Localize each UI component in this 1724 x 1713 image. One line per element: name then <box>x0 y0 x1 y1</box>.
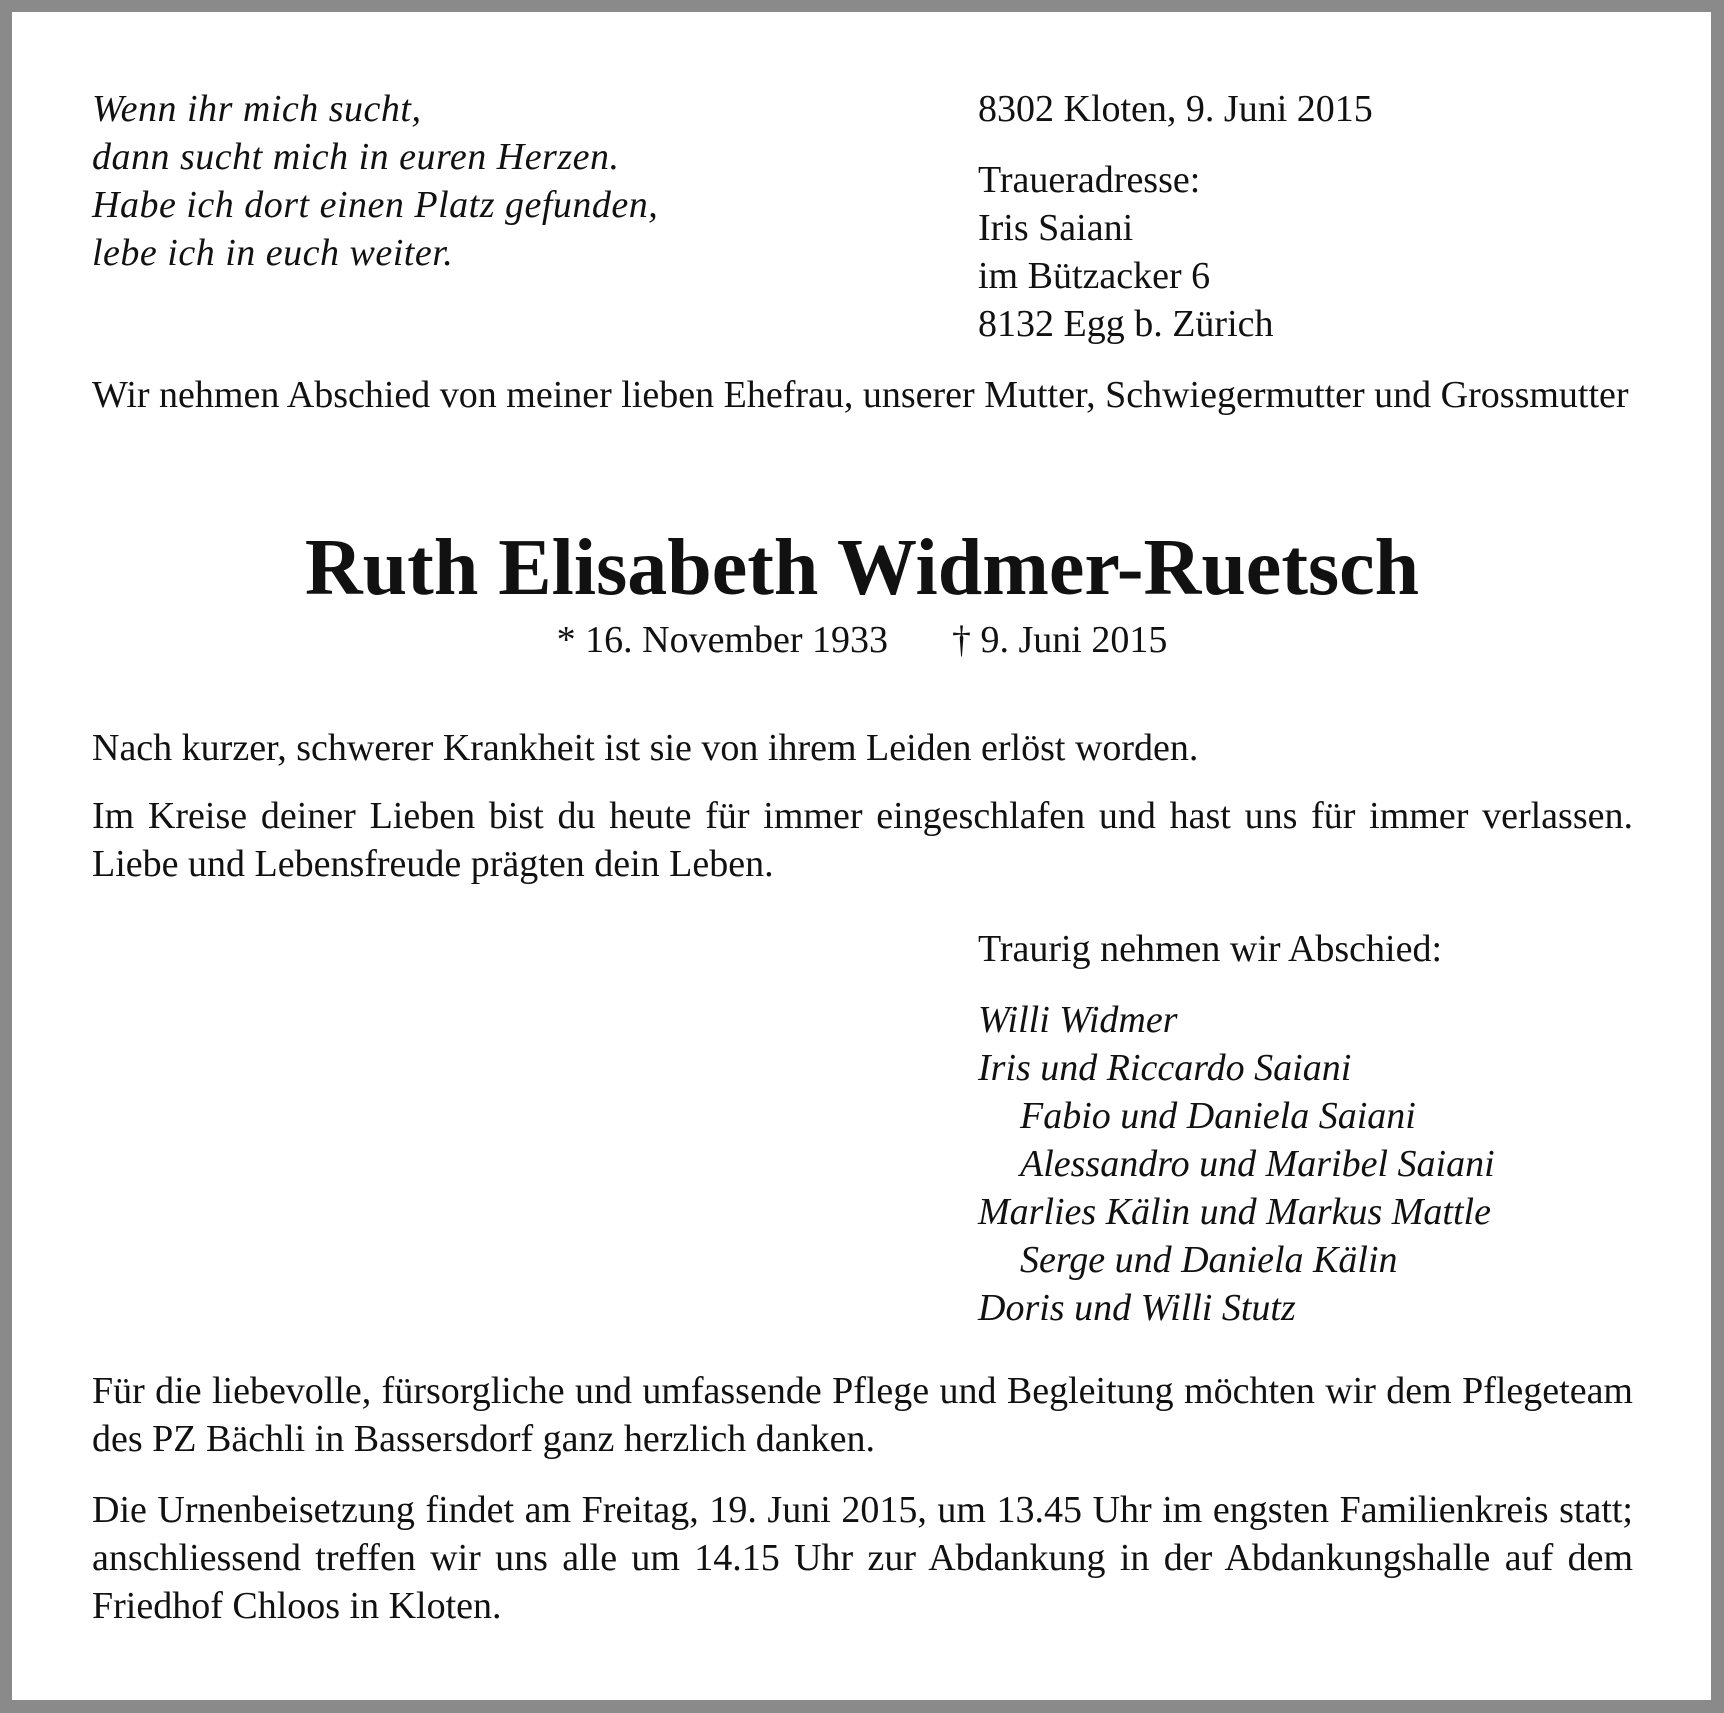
birth-date: * 16. November 1933 <box>556 619 889 661</box>
mourner-entry: Serge und Daniela Kälin <box>1020 1239 1398 1281</box>
address-street: im Bützacker 6 <box>978 255 1211 297</box>
mourner-entry: Doris und Willi Stutz <box>978 1287 1296 1329</box>
mourning-address <box>978 156 1274 348</box>
motto-line: Habe ich dort einen Platz gefunden, <box>92 184 659 226</box>
address-label: Traueradresse: <box>978 159 1201 201</box>
farewell-intro: Wir nehmen Abschied von meiner lieben Ehefrau, unserer Mutter, Schwiegermutter und Grossmutter <box>92 374 1629 416</box>
motto-line: lebe ich in euch weiter. <box>92 232 454 274</box>
passing-text: Im Kreise deiner Lieben bist du heute für immer eingeschlafen und hast uns für immer verlassen. Liebe und Lebensfreude prägten dein Leben. <box>92 795 1633 885</box>
address-city: 8132 Egg b. Zürich <box>978 303 1274 345</box>
mourner-entry: Willi Widmer <box>978 999 1178 1041</box>
motto-line: Wenn ihr mich sucht, <box>92 88 422 130</box>
mourner-entry: Iris und Riccardo Saiani <box>978 1047 1352 1089</box>
death-date: † 9. Juni 2015 <box>952 619 1168 661</box>
mourner-entry: Fabio und Daniela Saiani <box>1020 1095 1416 1137</box>
ceremony-text: Die Urnenbeisetzung findet am Freitag, 19. Juni 2015, um 13.45 Uhr im engsten Familienkreis statt; anschliessend treffen wir uns alle um 14.15 Uhr zur Abdankung in der Abdankungshalle auf dem Friedhof Chloos in Kloten. <box>92 1489 1633 1627</box>
mourners-heading: Traurig nehmen wir Abschied: <box>978 928 1443 970</box>
motto-line: dann sucht mich in euren Herzen. <box>92 136 620 178</box>
deceased-name: Ruth Elisabeth Widmer-Ruetsch <box>304 524 1420 612</box>
mourners-list <box>978 996 1495 1332</box>
mourner-entry: Marlies Kälin und Markus Mattle <box>978 1191 1491 1233</box>
mourner-entry: Alessandro und Maribel Saiani <box>1020 1143 1495 1185</box>
motto-verse <box>92 85 658 277</box>
address-name: Iris Saiani <box>978 207 1134 249</box>
life-dates <box>0 616 1724 664</box>
thanks-text: Für die liebevolle, fürsorgliche und umfassende Pflege und Begleitung möchten wir dem Pflegeteam des PZ Bächli in Bassersdorf ganz herzlich danken. <box>92 1370 1633 1460</box>
place-date: 8302 Kloten, 9. Juni 2015 <box>978 88 1373 130</box>
illness-text: Nach kurzer, schwerer Krankheit ist sie von ihrem Leiden erlöst worden. <box>92 727 1199 769</box>
